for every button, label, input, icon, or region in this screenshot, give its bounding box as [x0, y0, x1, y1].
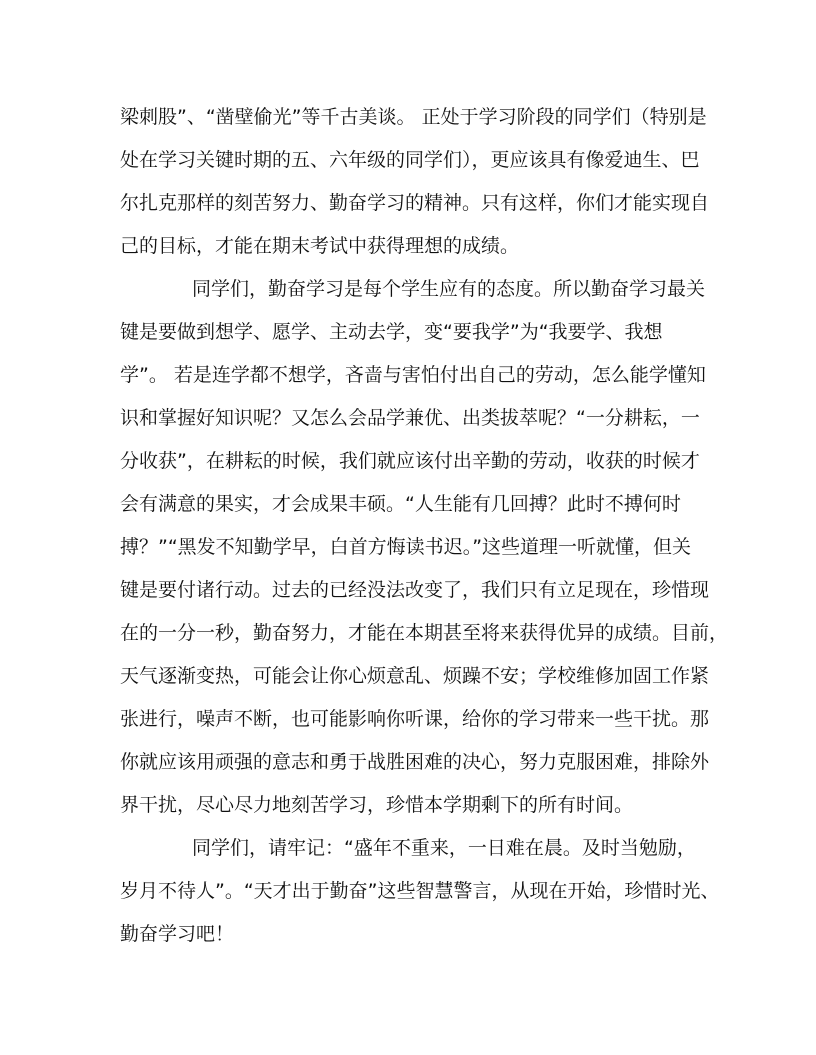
- text-line: 会有满意的果实，才会成果丰硕。“人生能有几回搏？此时不搏何时: [120, 493, 681, 515]
- text-line: 学”。 若是连学都不想学，吝啬与害怕付出自己的劳动，怎么能学懂知: [120, 364, 706, 386]
- text-line: 键是要付诸行动。过去的已经没法改变了，我们只有立足现在，珍惜现: [120, 579, 710, 601]
- text-line: 尔扎克那样的刻苦努力、勤奋学习的精神。只有这样，你们才能实现自: [120, 192, 710, 214]
- paragraph-first-line: 同学们，请牢记：“盛年不重来，一日难在晨。及时当勉励，: [192, 837, 696, 859]
- paragraph-first-line: 同学们，勤奋学习是每个学生应有的态度。所以勤奋学习最关: [192, 278, 706, 300]
- text-line: 处在学习关键时期的五、六年级的同学们），更应该具有像爱迪生、巴: [120, 149, 700, 171]
- text-line: 界干扰，尽心尽力地刻苦学习，珍惜本学期剩下的所有时间。: [120, 794, 634, 816]
- text-line: 识和掌握好知识呢？又怎么会品学兼优、出类拔萃呢？“一分耕耘，一: [120, 407, 700, 429]
- text-line: 搏？”“黑发不知勤学早，白首方悔读书迟。”这些道理一听就懂，但关: [120, 536, 692, 558]
- text-line: 分收获”，在耕耘的时候，我们就应该付出辛勤的劳动，收获的时候才: [120, 450, 700, 472]
- text-line: 岁月不待人”。“天才出于勤奋”这些智慧警言，从现在开始，珍惜时光、: [120, 880, 720, 902]
- text-line: 在的一分一秒，勤奋努力，才能在本期甚至将来获得优异的成绩。目前，: [120, 622, 729, 644]
- text-line: 己的目标，才能在期末考试中获得理想的成绩。: [120, 235, 520, 257]
- text-line: 你就应该用顽强的意志和勇于战胜困难的决心，努力克服困难，排除外: [120, 751, 710, 773]
- text-line: 键是要做到想学、愿学、主动去学，变“要我学”为“我要学、我想: [120, 321, 663, 343]
- text-line: 梁刺股”、“凿壁偷光”等千古美谈。 正处于学习阶段的同学们（特别是: [120, 106, 707, 128]
- text-line: 张进行，噪声不断，也可能影响你听课，给你的学习带来一些干扰。那: [120, 708, 710, 730]
- text-line: 勤奋学习吧！: [120, 923, 235, 945]
- text-line: 天气逐渐变热，可能会让你心烦意乱、烦躁不安；学校维修加固工作紧: [120, 665, 710, 687]
